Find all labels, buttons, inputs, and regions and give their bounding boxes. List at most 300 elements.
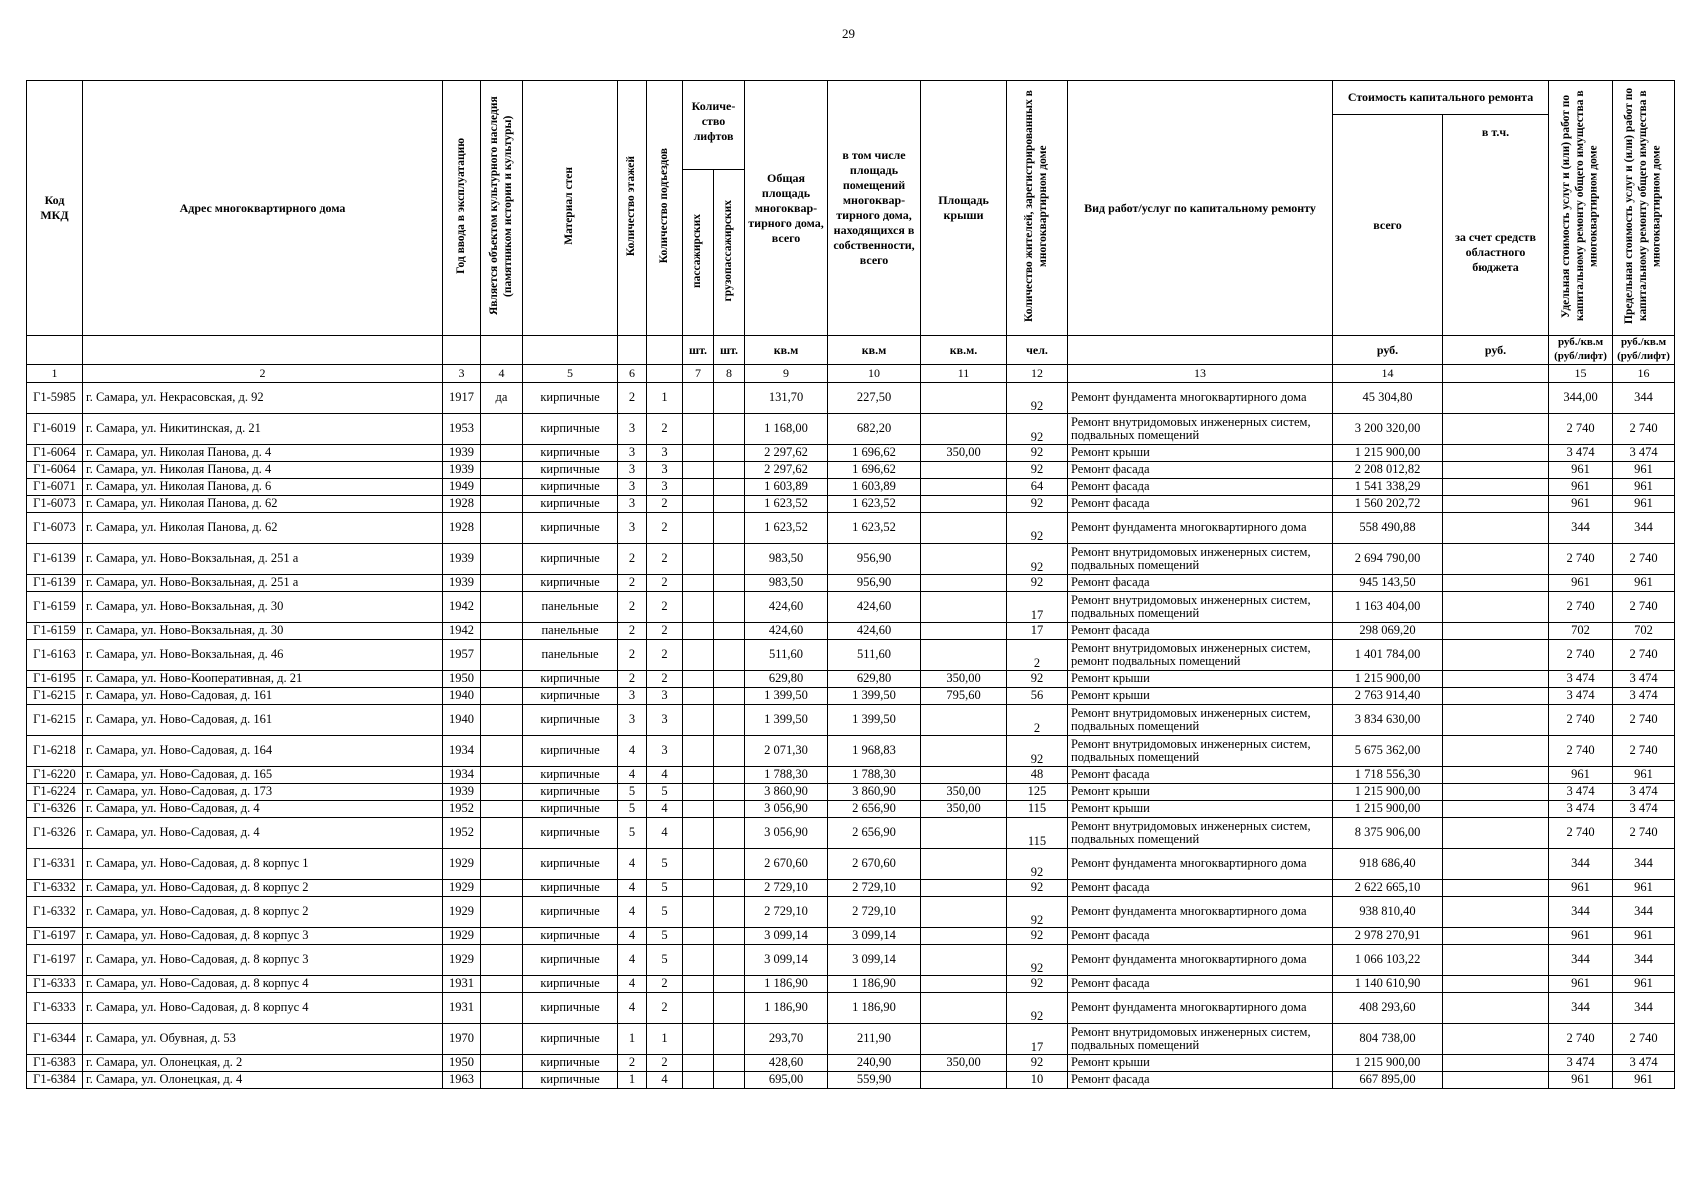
cell-floors: 4 — [618, 736, 647, 767]
cell-roof-area — [921, 479, 1007, 496]
cell-residents: 92 — [1007, 897, 1068, 928]
cell-specific-cost: 344 — [1549, 513, 1613, 544]
table-row — [27, 1024, 1675, 1055]
cell-specific-cost: 702 — [1549, 623, 1613, 640]
cell-lifts-cargo — [714, 705, 745, 736]
table-row — [27, 705, 1675, 736]
cell-lifts-cargo — [714, 784, 745, 801]
cell-cost-total: 2 694 790,00 — [1333, 544, 1443, 575]
cell-max-cost: 961 — [1613, 928, 1675, 945]
cell-owned-area: 2 670,60 — [828, 849, 921, 880]
table-row — [27, 383, 1675, 414]
cell-year: 1952 — [443, 818, 481, 849]
cell-residents: 92 — [1007, 445, 1068, 462]
cell-code: Г1-6383 — [27, 1055, 83, 1072]
header-cost-regional: за счет средств областного бюджета — [1443, 170, 1549, 336]
cell-year: 1929 — [443, 849, 481, 880]
cell-max-cost: 2 740 — [1613, 736, 1675, 767]
cell-address: г. Самара, ул. Ново-Садовая, д. 165 — [83, 767, 443, 784]
cell-entrances: 5 — [647, 928, 683, 945]
cell-heritage — [481, 623, 523, 640]
cell-lifts-pass — [683, 849, 714, 880]
cell-year: 1942 — [443, 592, 481, 623]
cell-roof-area — [921, 993, 1007, 1024]
cell-owned-area: 511,60 — [828, 640, 921, 671]
cell-lifts-cargo — [714, 1024, 745, 1055]
column-number — [1443, 365, 1549, 383]
cell-cost-regional — [1443, 575, 1549, 592]
header-code: Код МКД — [27, 81, 83, 336]
cell-lifts-pass — [683, 671, 714, 688]
cell-cost-total: 1 215 900,00 — [1333, 445, 1443, 462]
cell-address: г. Самара, ул. Некрасовская, д. 92 — [83, 383, 443, 414]
cell-address: г. Самара, ул. Николая Панова, д. 62 — [83, 513, 443, 544]
table-row — [27, 767, 1675, 784]
cell-lifts-pass — [683, 445, 714, 462]
cell-floors: 3 — [618, 705, 647, 736]
cell-total-area: 3 056,90 — [745, 801, 828, 818]
unit-lifts-cargo: шт. — [714, 336, 745, 365]
cell-cost-total: 5 675 362,00 — [1333, 736, 1443, 767]
cell-total-area: 1 186,90 — [745, 976, 828, 993]
cell-roof-area: 350,00 — [921, 801, 1007, 818]
cell-cost-regional — [1443, 736, 1549, 767]
table-row — [27, 945, 1675, 976]
cell-heritage — [481, 801, 523, 818]
cell-year: 1957 — [443, 640, 481, 671]
cell-cost-regional — [1443, 623, 1549, 640]
cell-floors: 2 — [618, 544, 647, 575]
column-numbers-row — [27, 365, 1675, 383]
cell-specific-cost: 2 740 — [1549, 705, 1613, 736]
cell-residents: 92 — [1007, 976, 1068, 993]
cell-lifts-pass — [683, 496, 714, 513]
cell-code: Г1-6073 — [27, 496, 83, 513]
cell-entrances: 3 — [647, 462, 683, 479]
cell-entrances: 2 — [647, 575, 683, 592]
cell-cost-regional — [1443, 945, 1549, 976]
cell-work-type: Ремонт фасада — [1068, 575, 1333, 592]
cell-max-cost: 2 740 — [1613, 1024, 1675, 1055]
cell-max-cost: 961 — [1613, 880, 1675, 897]
cell-heritage — [481, 414, 523, 445]
cell-total-area: 2 071,30 — [745, 736, 828, 767]
cell-cost-total: 408 293,60 — [1333, 993, 1443, 1024]
cell-cost-regional — [1443, 445, 1549, 462]
cell-floors: 2 — [618, 640, 647, 671]
cell-owned-area: 2 729,10 — [828, 897, 921, 928]
header-address: Адрес многоквартирного дома — [83, 81, 443, 336]
cell-cost-total: 298 069,20 — [1333, 623, 1443, 640]
cell-lifts-cargo — [714, 976, 745, 993]
cell-specific-cost: 2 740 — [1549, 818, 1613, 849]
cell-address: г. Самара, ул. Ново-Садовая, д. 161 — [83, 688, 443, 705]
cell-cost-regional — [1443, 640, 1549, 671]
cell-code: Г1-6220 — [27, 767, 83, 784]
cell-owned-area: 1 788,30 — [828, 767, 921, 784]
cell-lifts-cargo — [714, 849, 745, 880]
cell-heritage — [481, 818, 523, 849]
header-heritage: Является объектом культурного наследия (памятником истории и культуры) — [487, 96, 514, 316]
cell-code: Г1-6159 — [27, 592, 83, 623]
cell-address: г. Самара, ул. Никитинская, д. 21 — [83, 414, 443, 445]
cell-floors: 4 — [618, 880, 647, 897]
cell-owned-area: 559,90 — [828, 1072, 921, 1089]
cell-max-cost: 961 — [1613, 976, 1675, 993]
cell-floors: 5 — [618, 801, 647, 818]
cell-lifts-cargo — [714, 575, 745, 592]
cell-roof-area — [921, 544, 1007, 575]
cell-code: Г1-6215 — [27, 705, 83, 736]
cell-walls: кирпичные — [523, 736, 618, 767]
cell-address: г. Самара, ул. Ново-Вокзальная, д. 46 — [83, 640, 443, 671]
cell-year: 1929 — [443, 945, 481, 976]
cell-specific-cost: 2 740 — [1549, 544, 1613, 575]
cell-cost-total: 945 143,50 — [1333, 575, 1443, 592]
cell-floors: 1 — [618, 1072, 647, 1089]
cell-cost-total: 1 215 900,00 — [1333, 801, 1443, 818]
cell-lifts-cargo — [714, 897, 745, 928]
table-row — [27, 414, 1675, 445]
cell-residents: 56 — [1007, 688, 1068, 705]
cell-walls: панельные — [523, 640, 618, 671]
cell-heritage — [481, 1055, 523, 1072]
cell-heritage — [481, 1024, 523, 1055]
table-row — [27, 928, 1675, 945]
cell-entrances: 2 — [647, 623, 683, 640]
cell-total-area: 1 788,30 — [745, 767, 828, 784]
cell-code: Г1-6332 — [27, 880, 83, 897]
cell-lifts-pass — [683, 462, 714, 479]
cell-lifts-cargo — [714, 623, 745, 640]
cell-specific-cost: 961 — [1549, 462, 1613, 479]
cell-specific-cost: 961 — [1549, 496, 1613, 513]
cell-owned-area: 956,90 — [828, 544, 921, 575]
table-row — [27, 818, 1675, 849]
cell-year: 1931 — [443, 993, 481, 1024]
cell-roof-area: 795,60 — [921, 688, 1007, 705]
cell-code: Г1-6195 — [27, 671, 83, 688]
cell-address: г. Самара, ул. Ново-Садовая, д. 8 корпус 2 — [83, 897, 443, 928]
cell-walls: кирпичные — [523, 767, 618, 784]
cell-roof-area — [921, 705, 1007, 736]
cell-residents: 17 — [1007, 1024, 1068, 1055]
table-row — [27, 993, 1675, 1024]
cell-total-area: 428,60 — [745, 1055, 828, 1072]
cell-cost-regional — [1443, 671, 1549, 688]
cell-total-area: 983,50 — [745, 575, 828, 592]
cell-floors: 4 — [618, 976, 647, 993]
cell-address: г. Самара, ул. Ново-Вокзальная, д. 251 а — [83, 544, 443, 575]
table-row — [27, 688, 1675, 705]
cell-entrances: 5 — [647, 784, 683, 801]
cell-residents: 17 — [1007, 623, 1068, 640]
cell-owned-area: 1 186,90 — [828, 993, 921, 1024]
cell-entrances: 5 — [647, 897, 683, 928]
cell-specific-cost: 961 — [1549, 767, 1613, 784]
cell-work-type: Ремонт фасада — [1068, 1072, 1333, 1089]
cell-walls: панельные — [523, 592, 618, 623]
header-lifts-cargo: грузопассажирских — [722, 199, 735, 302]
cell-lifts-pass — [683, 897, 714, 928]
cell-lifts-pass — [683, 976, 714, 993]
cell-heritage — [481, 849, 523, 880]
cell-entrances: 5 — [647, 849, 683, 880]
cell-lifts-pass — [683, 544, 714, 575]
cell-roof-area — [921, 623, 1007, 640]
cell-entrances: 3 — [647, 688, 683, 705]
cell-cost-total: 1 541 338,29 — [1333, 479, 1443, 496]
cell-max-cost: 344 — [1613, 383, 1675, 414]
cell-year: 1917 — [443, 383, 481, 414]
cell-work-type: Ремонт крыши — [1068, 445, 1333, 462]
cell-residents: 92 — [1007, 993, 1068, 1024]
cell-floors: 3 — [618, 496, 647, 513]
cell-total-area: 1 623,52 — [745, 513, 828, 544]
cell-walls: кирпичные — [523, 945, 618, 976]
cell-roof-area: 350,00 — [921, 1055, 1007, 1072]
cell-specific-cost: 344,00 — [1549, 383, 1613, 414]
cell-year: 1970 — [443, 1024, 481, 1055]
cell-specific-cost: 961 — [1549, 479, 1613, 496]
cell-heritage — [481, 1072, 523, 1089]
cell-specific-cost: 2 740 — [1549, 592, 1613, 623]
cell-roof-area — [921, 575, 1007, 592]
column-number: 13 — [1068, 365, 1333, 383]
cell-walls: кирпичные — [523, 445, 618, 462]
cell-owned-area: 3 099,14 — [828, 928, 921, 945]
header-entrances: Количество подъездов — [657, 148, 670, 264]
cell-cost-regional — [1443, 479, 1549, 496]
cell-heritage — [481, 945, 523, 976]
cell-cost-regional — [1443, 767, 1549, 784]
table-row — [27, 897, 1675, 928]
table-row — [27, 513, 1675, 544]
cell-address: г. Самара, ул. Ново-Садовая, д. 173 — [83, 784, 443, 801]
column-number — [647, 365, 683, 383]
cell-floors: 2 — [618, 383, 647, 414]
cell-specific-cost: 961 — [1549, 1072, 1613, 1089]
cell-owned-area: 1 696,62 — [828, 462, 921, 479]
cell-cost-regional — [1443, 414, 1549, 445]
cell-entrances: 4 — [647, 767, 683, 784]
table-row — [27, 784, 1675, 801]
cell-address: г. Самара, ул. Ново-Вокзальная, д. 251 а — [83, 575, 443, 592]
cell-lifts-pass — [683, 1055, 714, 1072]
cell-work-type: Ремонт фундамента многоквартирного дома — [1068, 897, 1333, 928]
table-row — [27, 575, 1675, 592]
cell-roof-area: 350,00 — [921, 445, 1007, 462]
cell-code: Г1-6332 — [27, 897, 83, 928]
cell-residents: 92 — [1007, 496, 1068, 513]
cell-heritage — [481, 928, 523, 945]
cell-entrances: 1 — [647, 383, 683, 414]
cell-specific-cost: 961 — [1549, 880, 1613, 897]
cell-cost-regional — [1443, 993, 1549, 1024]
cell-cost-total: 1 215 900,00 — [1333, 784, 1443, 801]
cell-year: 1934 — [443, 767, 481, 784]
cell-lifts-pass — [683, 575, 714, 592]
cell-walls: кирпичные — [523, 976, 618, 993]
cell-walls: кирпичные — [523, 849, 618, 880]
cell-work-type: Ремонт фасада — [1068, 462, 1333, 479]
cell-address: г. Самара, ул. Олонецкая, д. 2 — [83, 1055, 443, 1072]
cell-residents: 92 — [1007, 671, 1068, 688]
cell-lifts-cargo — [714, 767, 745, 784]
cell-owned-area: 956,90 — [828, 575, 921, 592]
cell-owned-area: 1 186,90 — [828, 976, 921, 993]
cell-residents: 92 — [1007, 1055, 1068, 1072]
cell-max-cost: 344 — [1613, 945, 1675, 976]
cell-work-type: Ремонт внутридомовых инженерных систем, подвальных помещений — [1068, 705, 1333, 736]
cell-code: Г1-6064 — [27, 445, 83, 462]
cell-max-cost: 2 740 — [1613, 414, 1675, 445]
cell-code: Г1-6224 — [27, 784, 83, 801]
table-row — [27, 976, 1675, 993]
cell-roof-area — [921, 513, 1007, 544]
cell-owned-area: 682,20 — [828, 414, 921, 445]
header-max-cost: Предельная стоимость услуг и (или) работ по капитальному ремонту общего имущества в многоквартирном доме — [1622, 87, 1663, 325]
cell-walls: кирпичные — [523, 880, 618, 897]
cell-entrances: 2 — [647, 592, 683, 623]
cell-specific-cost: 3 474 — [1549, 801, 1613, 818]
cell-residents: 2 — [1007, 705, 1068, 736]
cell-total-area: 511,60 — [745, 640, 828, 671]
cell-lifts-cargo — [714, 1055, 745, 1072]
cell-specific-cost: 344 — [1549, 945, 1613, 976]
cell-max-cost: 3 474 — [1613, 445, 1675, 462]
cell-cost-total: 3 200 320,00 — [1333, 414, 1443, 445]
cell-entrances: 2 — [647, 513, 683, 544]
table-row — [27, 1072, 1675, 1089]
cell-owned-area: 629,80 — [828, 671, 921, 688]
cell-residents: 2 — [1007, 640, 1068, 671]
table-row — [27, 445, 1675, 462]
cell-lifts-cargo — [714, 736, 745, 767]
cell-roof-area — [921, 849, 1007, 880]
cell-max-cost: 3 474 — [1613, 784, 1675, 801]
cell-cost-regional — [1443, 513, 1549, 544]
cell-heritage — [481, 462, 523, 479]
cell-entrances: 2 — [647, 993, 683, 1024]
cell-cost-total: 804 738,00 — [1333, 1024, 1443, 1055]
cell-code: Г1-6197 — [27, 928, 83, 945]
cell-entrances: 3 — [647, 445, 683, 462]
cell-year: 1929 — [443, 880, 481, 897]
cell-cost-regional — [1443, 462, 1549, 479]
cell-lifts-pass — [683, 993, 714, 1024]
cell-cost-total: 45 304,80 — [1333, 383, 1443, 414]
cell-entrances: 5 — [647, 945, 683, 976]
column-number: 9 — [745, 365, 828, 383]
cell-heritage — [481, 976, 523, 993]
cell-roof-area — [921, 945, 1007, 976]
cell-walls: кирпичные — [523, 928, 618, 945]
cell-cost-total: 3 834 630,00 — [1333, 705, 1443, 736]
cell-owned-area: 3 860,90 — [828, 784, 921, 801]
cell-lifts-pass — [683, 818, 714, 849]
cell-total-area: 3 056,90 — [745, 818, 828, 849]
cell-walls: кирпичные — [523, 479, 618, 496]
cell-roof-area — [921, 976, 1007, 993]
cell-lifts-cargo — [714, 445, 745, 462]
cell-max-cost: 961 — [1613, 479, 1675, 496]
cell-owned-area: 1 399,50 — [828, 705, 921, 736]
cell-floors: 3 — [618, 688, 647, 705]
cell-total-area: 293,70 — [745, 1024, 828, 1055]
table-row — [27, 671, 1675, 688]
cell-entrances: 4 — [647, 801, 683, 818]
cell-entrances: 2 — [647, 496, 683, 513]
cell-address: г. Самара, ул. Олонецкая, д. 4 — [83, 1072, 443, 1089]
cell-owned-area: 227,50 — [828, 383, 921, 414]
header-total-area: Общая площадь многоквар-тирного дома, всего — [745, 81, 828, 336]
cell-max-cost: 2 740 — [1613, 592, 1675, 623]
unit-cost-total: руб. — [1333, 336, 1443, 365]
cell-cost-total: 2 208 012,82 — [1333, 462, 1443, 479]
cell-year: 1929 — [443, 928, 481, 945]
cell-specific-cost: 2 740 — [1549, 736, 1613, 767]
cell-cost-total: 1 718 556,30 — [1333, 767, 1443, 784]
cell-lifts-cargo — [714, 945, 745, 976]
cell-floors: 4 — [618, 897, 647, 928]
cell-total-area: 2 297,62 — [745, 462, 828, 479]
cell-lifts-cargo — [714, 544, 745, 575]
unit-owned-area: кв.м — [828, 336, 921, 365]
cell-lifts-pass — [683, 513, 714, 544]
cell-lifts-cargo — [714, 383, 745, 414]
cell-residents: 92 — [1007, 462, 1068, 479]
cell-residents: 125 — [1007, 784, 1068, 801]
unit-roof-area: кв.м. — [921, 336, 1007, 365]
cell-address: г. Самара, ул. Ново-Кооперативная, д. 21 — [83, 671, 443, 688]
cell-max-cost: 344 — [1613, 993, 1675, 1024]
cell-walls: кирпичные — [523, 1024, 618, 1055]
cell-address: г. Самара, ул. Ново-Садовая, д. 8 корпус 3 — [83, 928, 443, 945]
cell-work-type: Ремонт крыши — [1068, 688, 1333, 705]
cell-year: 1950 — [443, 671, 481, 688]
cell-owned-area: 1 696,62 — [828, 445, 921, 462]
cell-lifts-cargo — [714, 592, 745, 623]
column-number: 11 — [921, 365, 1007, 383]
cell-heritage — [481, 705, 523, 736]
cell-lifts-cargo — [714, 479, 745, 496]
cell-floors: 2 — [618, 1055, 647, 1072]
cell-cost-total: 918 686,40 — [1333, 849, 1443, 880]
cell-lifts-pass — [683, 784, 714, 801]
cell-total-area: 629,80 — [745, 671, 828, 688]
cell-year: 1949 — [443, 479, 481, 496]
cell-walls: кирпичные — [523, 496, 618, 513]
cell-year: 1939 — [443, 544, 481, 575]
cell-walls: кирпичные — [523, 818, 618, 849]
table-row — [27, 801, 1675, 818]
cell-owned-area: 424,60 — [828, 623, 921, 640]
cell-floors: 5 — [618, 818, 647, 849]
unit-total-area: кв.м — [745, 336, 828, 365]
column-number: 12 — [1007, 365, 1068, 383]
cell-roof-area — [921, 818, 1007, 849]
column-number: 1 — [27, 365, 83, 383]
cell-work-type: Ремонт фасада — [1068, 928, 1333, 945]
cell-roof-area — [921, 414, 1007, 445]
cell-lifts-cargo — [714, 880, 745, 897]
cell-lifts-cargo — [714, 640, 745, 671]
cell-walls: кирпичные — [523, 705, 618, 736]
column-number: 15 — [1549, 365, 1613, 383]
cell-heritage — [481, 640, 523, 671]
cell-code: Г1-6064 — [27, 462, 83, 479]
